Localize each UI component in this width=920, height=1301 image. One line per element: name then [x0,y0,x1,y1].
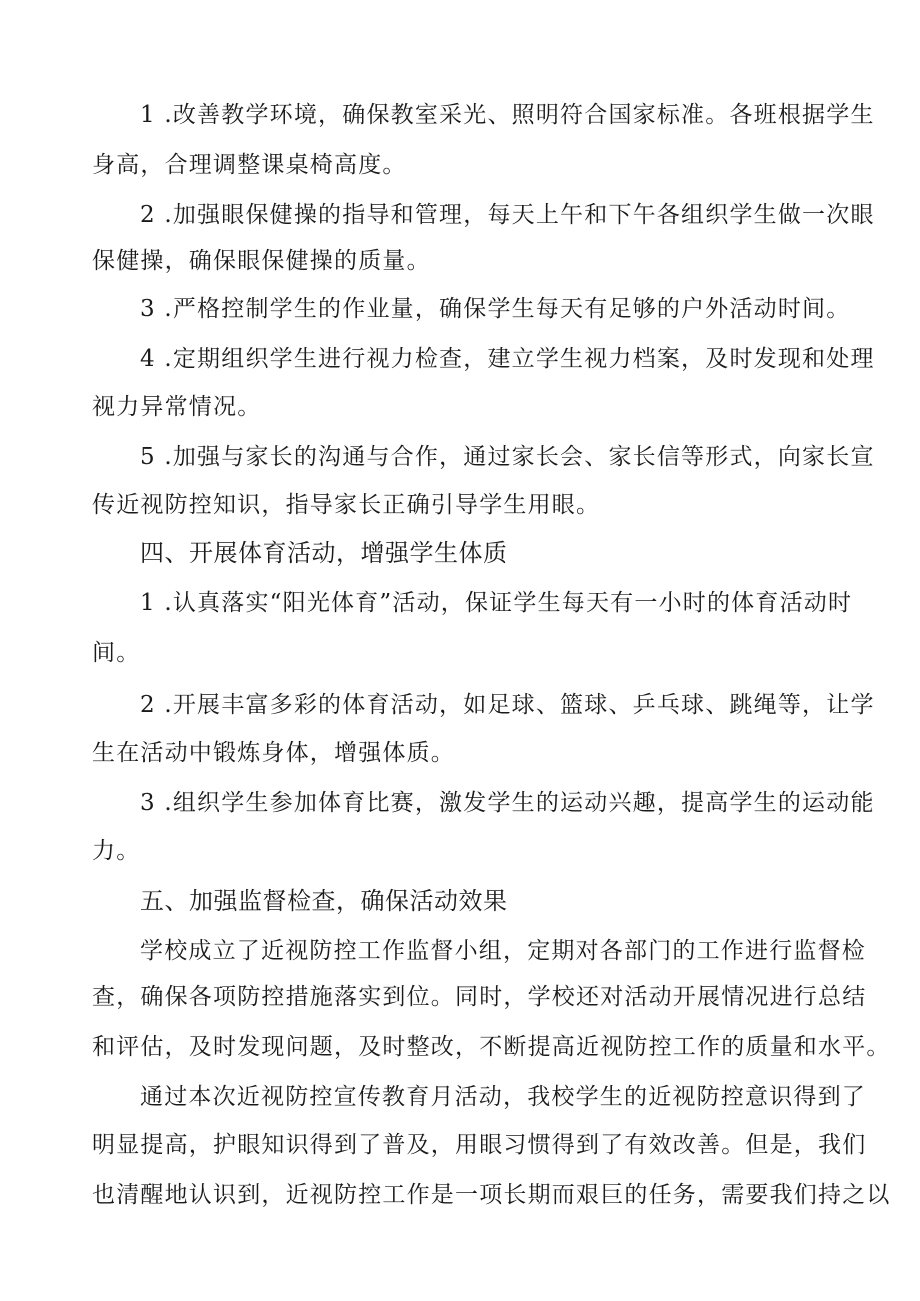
paragraph-line: 3 .严格控制学生的作业量，确保学生每天有足够的户外活动时间。 [140,296,851,322]
paragraph-line: 5 .加强与家长的沟通与合作，通过家长会、家长信等形式，向家长宣 [140,444,875,470]
paragraph-line: 2 .开展丰富多彩的体育活动，如足球、篮球、乒乓球、跳绳等，让学 [140,692,875,718]
section-heading: 四、开展体育活动，增强学生体质 [140,539,508,567]
paragraph-line: 3 .组织学生参加体育比赛，激发学生的运动兴趣，提高学生的运动能 [140,790,875,816]
paragraph-line: 生在活动中锻炼身体，增强体质。 [92,740,455,766]
paragraph-line: 查，确保各项防控措施落实到位。同时，学校还对活动开展情况进行总结 [92,984,867,1010]
paragraph-line: 学校成立了近视防控工作监督小组，定期对各部门的工作进行监督检 [140,938,866,964]
paragraph-line: 1 .改善教学环境，确保教室采光、照明符合国家标准。各班根据学生 [140,102,875,128]
paragraph-line: 视力异常情况。 [92,394,262,420]
paragraph-line: 1 .认真落实“阳光体育”活动，保证学生每天有一小时的体育活动时 [140,590,853,616]
paragraph-line: 身高，合理调整课桌椅高度。 [92,152,407,178]
paragraph-line: 间。 [92,640,141,666]
paragraph-line: 和评估，及时发现问题，及时整改，不断提高近视防控工作的质量和水平。 [92,1034,891,1060]
paragraph-line: 4 .定期组织学生进行视力检查，建立学生视力档案，及时发现和处理 [140,346,875,372]
section-heading: 五、加强监督检查，确保活动效果 [140,887,508,915]
paragraph-line: 通过本次近视防控宣传教育月活动，我校学生的近视防控意识得到了 [140,1084,866,1110]
paragraph-line: 传近视防控知识，指导家长正确引导学生用眼。 [92,492,601,518]
paragraph-line: 也清醒地认识到，近视防控工作是一项长期而艰巨的任务，需要我们持之以 [92,1182,891,1208]
paragraph-line: 明显提高，护眼知识得到了普及，用眼习惯得到了有效改善。但是，我们 [92,1132,867,1158]
paragraph-line: 2 .加强眼保健操的指导和管理，每天上午和下午各组织学生做一次眼 [140,202,875,228]
paragraph-line: 力。 [92,838,141,864]
paragraph-line: 保健操，确保眼保健操的质量。 [92,248,431,274]
